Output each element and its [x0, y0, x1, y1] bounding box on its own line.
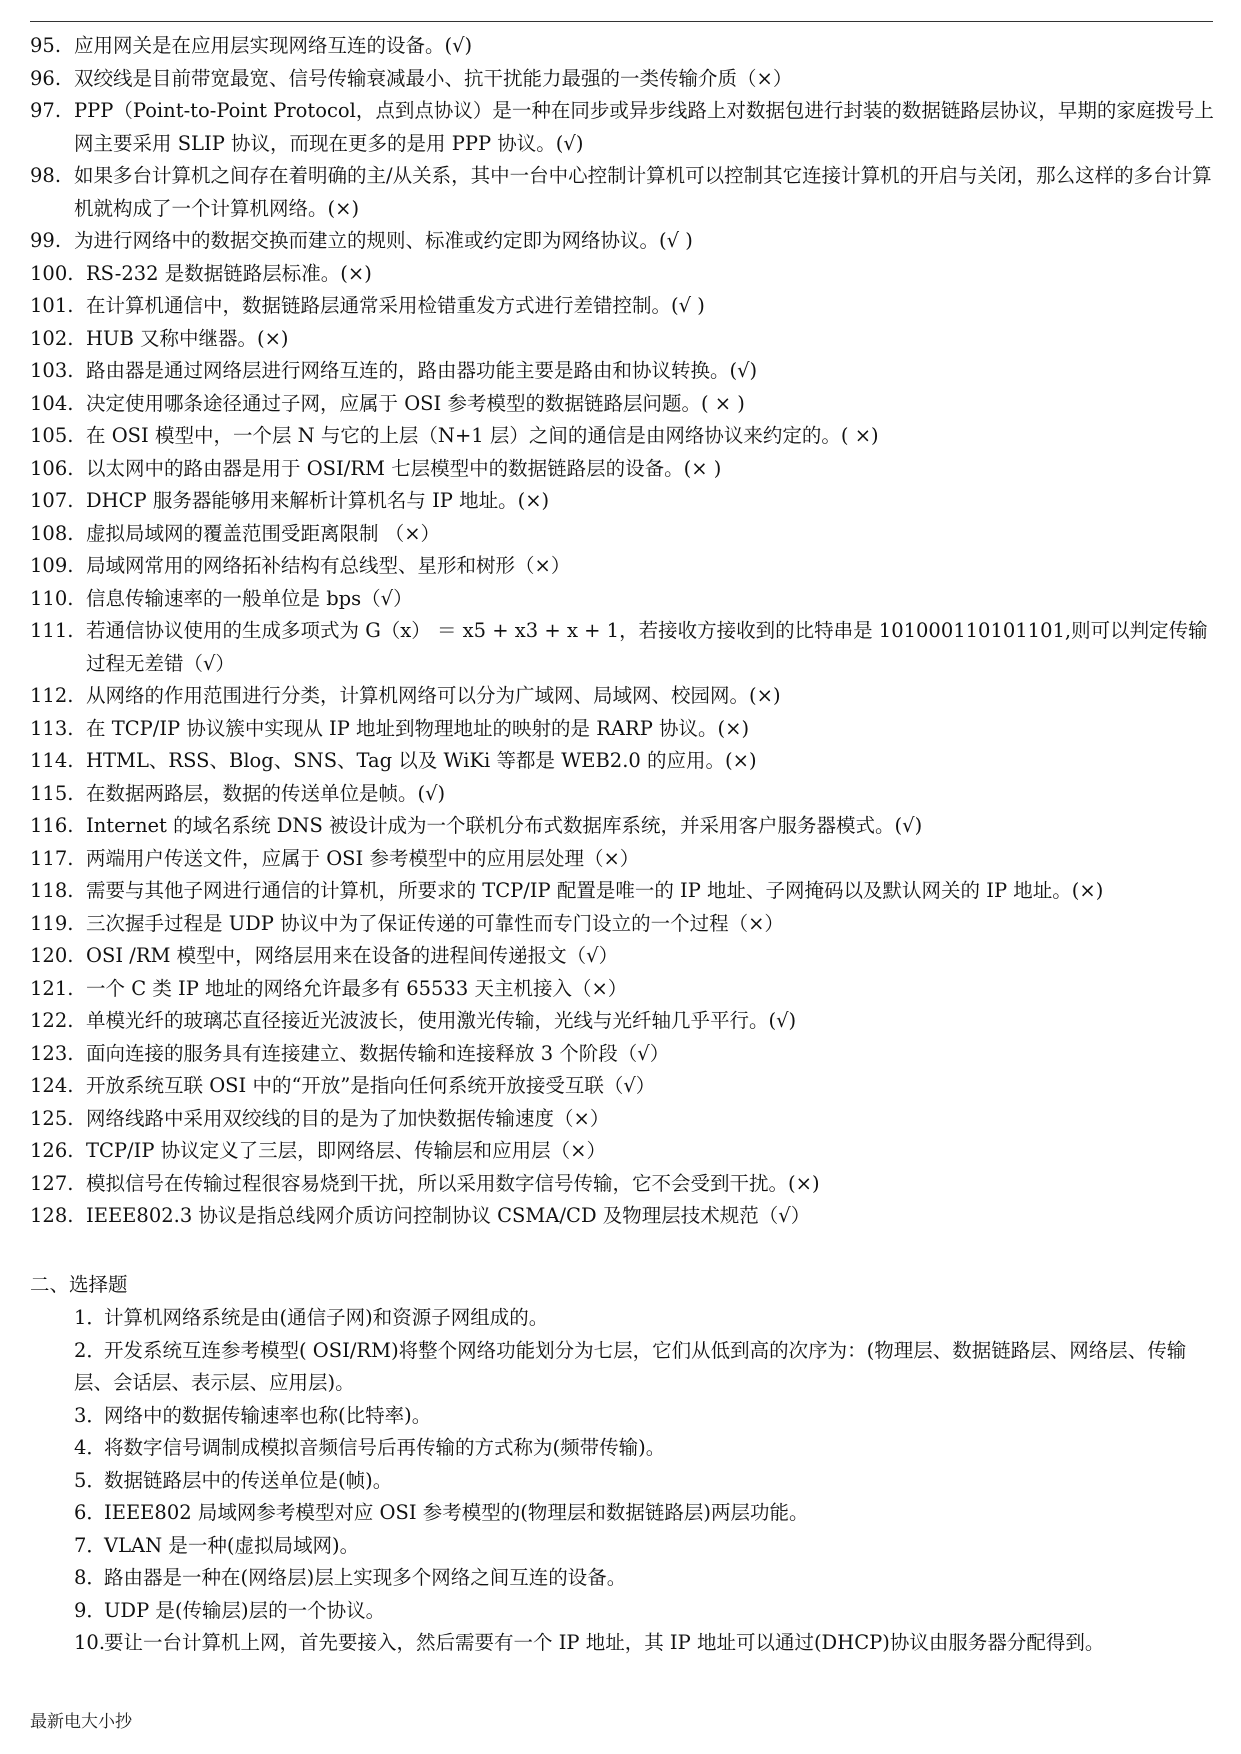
item-text: 路由器是一种在(网络层)层上实现多个网络之间互连的设备。	[104, 1566, 627, 1589]
item-text: 单模光纤的玻璃芯直径接近光波波长，使用激光传输，光线与光纤轴几乎平行。(√)	[86, 1009, 797, 1032]
list-item	[30, 615, 1220, 680]
item-number: 117.	[30, 846, 74, 870]
item-text: 一个 C 类 IP 地址的网络允许最多有 65533 天主机接入（×）	[86, 976, 628, 1000]
list-item	[30, 1335, 1190, 1400]
item-number: 1．	[74, 1306, 106, 1329]
item-text: 局域网常用的网络拓补结构有总线型、星形和树形（×）	[86, 554, 571, 577]
list-item	[30, 63, 1220, 96]
item-number: 120.	[30, 944, 74, 967]
item-number: 99.	[30, 229, 62, 252]
item-text: 在数据两路层，数据的传送单位是帧。(√)	[86, 781, 446, 805]
item-text: Internet 的域名系统 DNS 被设计成为一个联机分布式数据库系统，并采用客户服务器模式。(√)	[86, 814, 923, 837]
list-item	[30, 1562, 1190, 1595]
list-item	[30, 258, 1220, 291]
item-text: 为进行网络中的数据交换而建立的规则、标准或约定即为网络协议。(√ )	[74, 229, 693, 252]
list-item	[30, 95, 1220, 160]
item-text: 路由器是通过网络层进行网络互连的，路由器功能主要是路由和协议转换。(√)	[86, 359, 758, 382]
list-item	[30, 1595, 1190, 1628]
item-text: 信息传输速率的一般单位是 bps（√）	[86, 586, 413, 610]
item-number: 7．	[74, 1533, 106, 1557]
list-item	[30, 810, 1220, 843]
list-item	[30, 583, 1220, 616]
item-number: 105.	[30, 424, 74, 447]
item-text: 网络中的数据传输速率也称(比特率)。	[104, 1403, 432, 1427]
list-item	[30, 973, 1220, 1006]
item-text: 双绞线是目前带宽最宽、信号传输衰减最小、抗干扰能力最强的一类传输介质（×）	[74, 66, 793, 90]
item-text: OSI /RM 模型中，网络层用来在设备的进程间传递报文（√）	[86, 944, 619, 967]
item-text: PPP（Point-to-Point Protocol，点到点协议）是一种在同步或异步线路上对数据包进行封装的数据链路层协议，早期的家庭拨号上网主要采用 SLIP 协议，而现在更多的是用 PPP 协议。(√)	[74, 99, 1214, 155]
item-number: 101.	[30, 294, 74, 317]
item-text: 数据链路层中的传送单位是(帧)。	[104, 1468, 393, 1492]
list-item	[30, 1005, 1220, 1038]
list-item	[30, 940, 1220, 973]
item-number: 116.	[30, 814, 74, 837]
item-text: 模拟信号在传输过程很容易烧到干扰，所以采用数字信号传输，它不会受到干扰。(×)	[86, 1171, 820, 1195]
item-text: 将数字信号调制成模拟音频信号后再传输的方式称为(频带传输)。	[104, 1436, 666, 1459]
item-number: 97.	[30, 99, 62, 122]
list-item	[30, 1168, 1220, 1201]
item-number: 10.	[74, 1631, 106, 1654]
item-number: 4．	[74, 1436, 106, 1459]
item-number: 95.	[30, 34, 62, 57]
list-item	[30, 1400, 1190, 1433]
list-item	[30, 1200, 1220, 1233]
list-item	[30, 453, 1220, 486]
item-text: 面向连接的服务具有连接建立、数据传输和连接释放 3 个阶段（√）	[86, 1041, 670, 1065]
list-item	[30, 843, 1220, 876]
item-number: 111.	[30, 619, 74, 642]
item-number: 104.	[30, 391, 74, 415]
item-number: 128.	[30, 1204, 74, 1227]
list-item	[30, 323, 1220, 356]
item-number: 110.	[30, 586, 74, 610]
list-item	[30, 355, 1220, 388]
item-number: 100.	[30, 261, 74, 285]
item-number: 124.	[30, 1074, 74, 1097]
item-text: VLAN 是一种(虚拟局域网)。	[104, 1533, 360, 1557]
list-item	[30, 290, 1220, 323]
list-item	[30, 1135, 1220, 1168]
item-text: 从网络的作用范围进行分类，计算机网络可以分为广域网、局域网、校园网。(×)	[86, 684, 781, 707]
item-number: 126.	[30, 1139, 74, 1162]
list-item	[30, 518, 1220, 551]
item-number: 121.	[30, 976, 74, 1000]
section-heading: 二、选择题	[30, 1273, 128, 1296]
page-footer: 最新电大小抄	[30, 1712, 132, 1732]
item-text: HUB 又称中继器。(×)	[86, 326, 289, 350]
item-number: 96.	[30, 66, 62, 90]
item-text: DHCP 服务器能够用来解析计算机名与 IP 地址。(×)	[86, 489, 550, 512]
list-item	[30, 875, 1220, 908]
item-number: 123.	[30, 1041, 74, 1065]
item-number: 102.	[30, 326, 74, 350]
item-number: 2．	[74, 1338, 106, 1362]
item-text: 开放系统互联 OSI 中的“开放”是指向任何系统开放接受互联（√）	[86, 1074, 656, 1097]
item-number: 9．	[74, 1598, 106, 1622]
item-number: 114.	[30, 749, 74, 772]
item-text: 需要与其他子网进行通信的计算机，所要求的 TCP/IP 配置是唯一的 IP 地址、子网掩码以及默认网关的 IP 地址。(×)	[86, 879, 1104, 902]
item-number: 112.	[30, 684, 74, 707]
item-text: 计算机网络系统是由(通信子网)和资源子网组成的。	[104, 1306, 549, 1329]
list-item	[30, 745, 1220, 778]
item-number: 122.	[30, 1009, 74, 1032]
list-item	[30, 680, 1220, 713]
item-number: 8．	[74, 1566, 106, 1589]
list-item	[30, 1070, 1220, 1103]
item-text: 网络线路中采用双绞线的目的是为了加快数据传输速度（×）	[86, 1106, 610, 1130]
item-text: TCP/IP 协议定义了三层，即网络层、传输层和应用层（×）	[86, 1139, 606, 1162]
list-item	[30, 778, 1220, 811]
list-item	[30, 908, 1220, 941]
item-number: 106.	[30, 456, 74, 480]
item-number: 119.	[30, 911, 74, 935]
item-text: 若通信协议使用的生成多项式为 G（x） ＝ x5 + x3 + x + 1，若接收方接收到的比特串是 101000110101101,则可以判定传输过程无差错（√）	[86, 619, 1208, 675]
item-text: 在 OSI 模型中，一个层 N 与它的上层（N+1 层）之间的通信是由网络协议来约定的。( ×)	[86, 424, 879, 447]
item-text: 要让一台计算机上网，首先要接入，然后需要有一个 IP 地址，其 IP 地址可以通过(DHCP)协议由服务器分配得到。	[104, 1631, 1105, 1654]
item-number: 118.	[30, 879, 74, 902]
list-item	[30, 160, 1220, 225]
item-text: UDP 是(传输层)层的一个协议。	[104, 1598, 386, 1622]
list-item	[30, 485, 1220, 518]
item-number: 108.	[30, 521, 74, 545]
item-text: 如果多台计算机之间存在着明确的主/从关系，其中一台中心控制计算机可以控制其它连接计算机的开启与关闭，那么这样的多台计算机就构成了一个计算机网络。(×)	[74, 164, 1212, 220]
list-item	[30, 225, 1220, 258]
list-item	[30, 388, 1220, 421]
list-item	[30, 550, 1220, 583]
item-number: 3．	[74, 1403, 106, 1427]
list-item	[30, 1497, 1190, 1530]
list-item	[30, 420, 1220, 453]
item-number: 127.	[30, 1171, 74, 1195]
item-number: 113.	[30, 716, 74, 740]
item-text: 决定使用哪条途径通过子网，应属于 OSI 参考模型的数据链路层问题。( × )	[86, 391, 745, 415]
item-number: 5．	[74, 1468, 106, 1492]
list-item	[30, 1432, 1190, 1465]
item-text: 以太网中的路由器是用于 OSI/RM 七层模型中的数据链路层的设备。(× )	[86, 456, 722, 480]
item-text: 虚拟局域网的覆盖范围受距离限制 （×）	[86, 521, 441, 545]
list-item	[30, 30, 1220, 63]
multiple-choice-list	[30, 1302, 1190, 1660]
item-text: 应用网关是在应用层实现网络互连的设备。(√)	[74, 34, 473, 57]
item-number: 6．	[74, 1501, 106, 1524]
list-item	[30, 1627, 1190, 1660]
item-number: 98.	[30, 164, 62, 187]
item-text: RS-232 是数据链路层标准。(×)	[86, 261, 372, 285]
top-rule	[30, 21, 1213, 22]
list-item	[30, 713, 1220, 746]
item-number: 109.	[30, 554, 74, 577]
list-item	[30, 1530, 1190, 1563]
list-item	[30, 1302, 1190, 1335]
true-false-list	[30, 30, 1220, 1233]
item-text: IEEE802 局域网参考模型对应 OSI 参考模型的(物理层和数据链路层)两层功能。	[104, 1501, 809, 1524]
list-item	[30, 1038, 1220, 1071]
item-number: 103.	[30, 359, 74, 382]
list-item	[30, 1465, 1190, 1498]
list-item	[30, 1103, 1220, 1136]
item-number: 125.	[30, 1106, 74, 1130]
item-number: 107.	[30, 489, 74, 512]
item-text: 在计算机通信中，数据链路层通常采用检错重发方式进行差错控制。(√ )	[86, 294, 705, 317]
item-text: IEEE802.3 协议是指总线网介质访问控制协议 CSMA/CD 及物理层技术规范（√）	[86, 1204, 811, 1227]
item-text: 三次握手过程是 UDP 协议中为了保证传递的可靠性而专门设立的一个过程（×）	[86, 911, 784, 935]
item-number: 115.	[30, 781, 74, 805]
item-text: 两端用户传送文件，应属于 OSI 参考模型中的应用层处理（×）	[86, 846, 640, 870]
item-text: 在 TCP/IP 协议簇中实现从 IP 地址到物理地址的映射的是 RARP 协议。(×)	[86, 716, 750, 740]
item-text: HTML、RSS、Blog、SNS、Tag 以及 WiKi 等都是 WEB2.0 的应用。(×)	[86, 749, 757, 772]
item-text: 开发系统互连参考模型( OSI/RM)将整个网络功能划分为七层，它们从低到高的次序为：(物理层、数据链路层、网络层、传输层、会话层、表示层、应用层)。	[74, 1338, 1187, 1394]
